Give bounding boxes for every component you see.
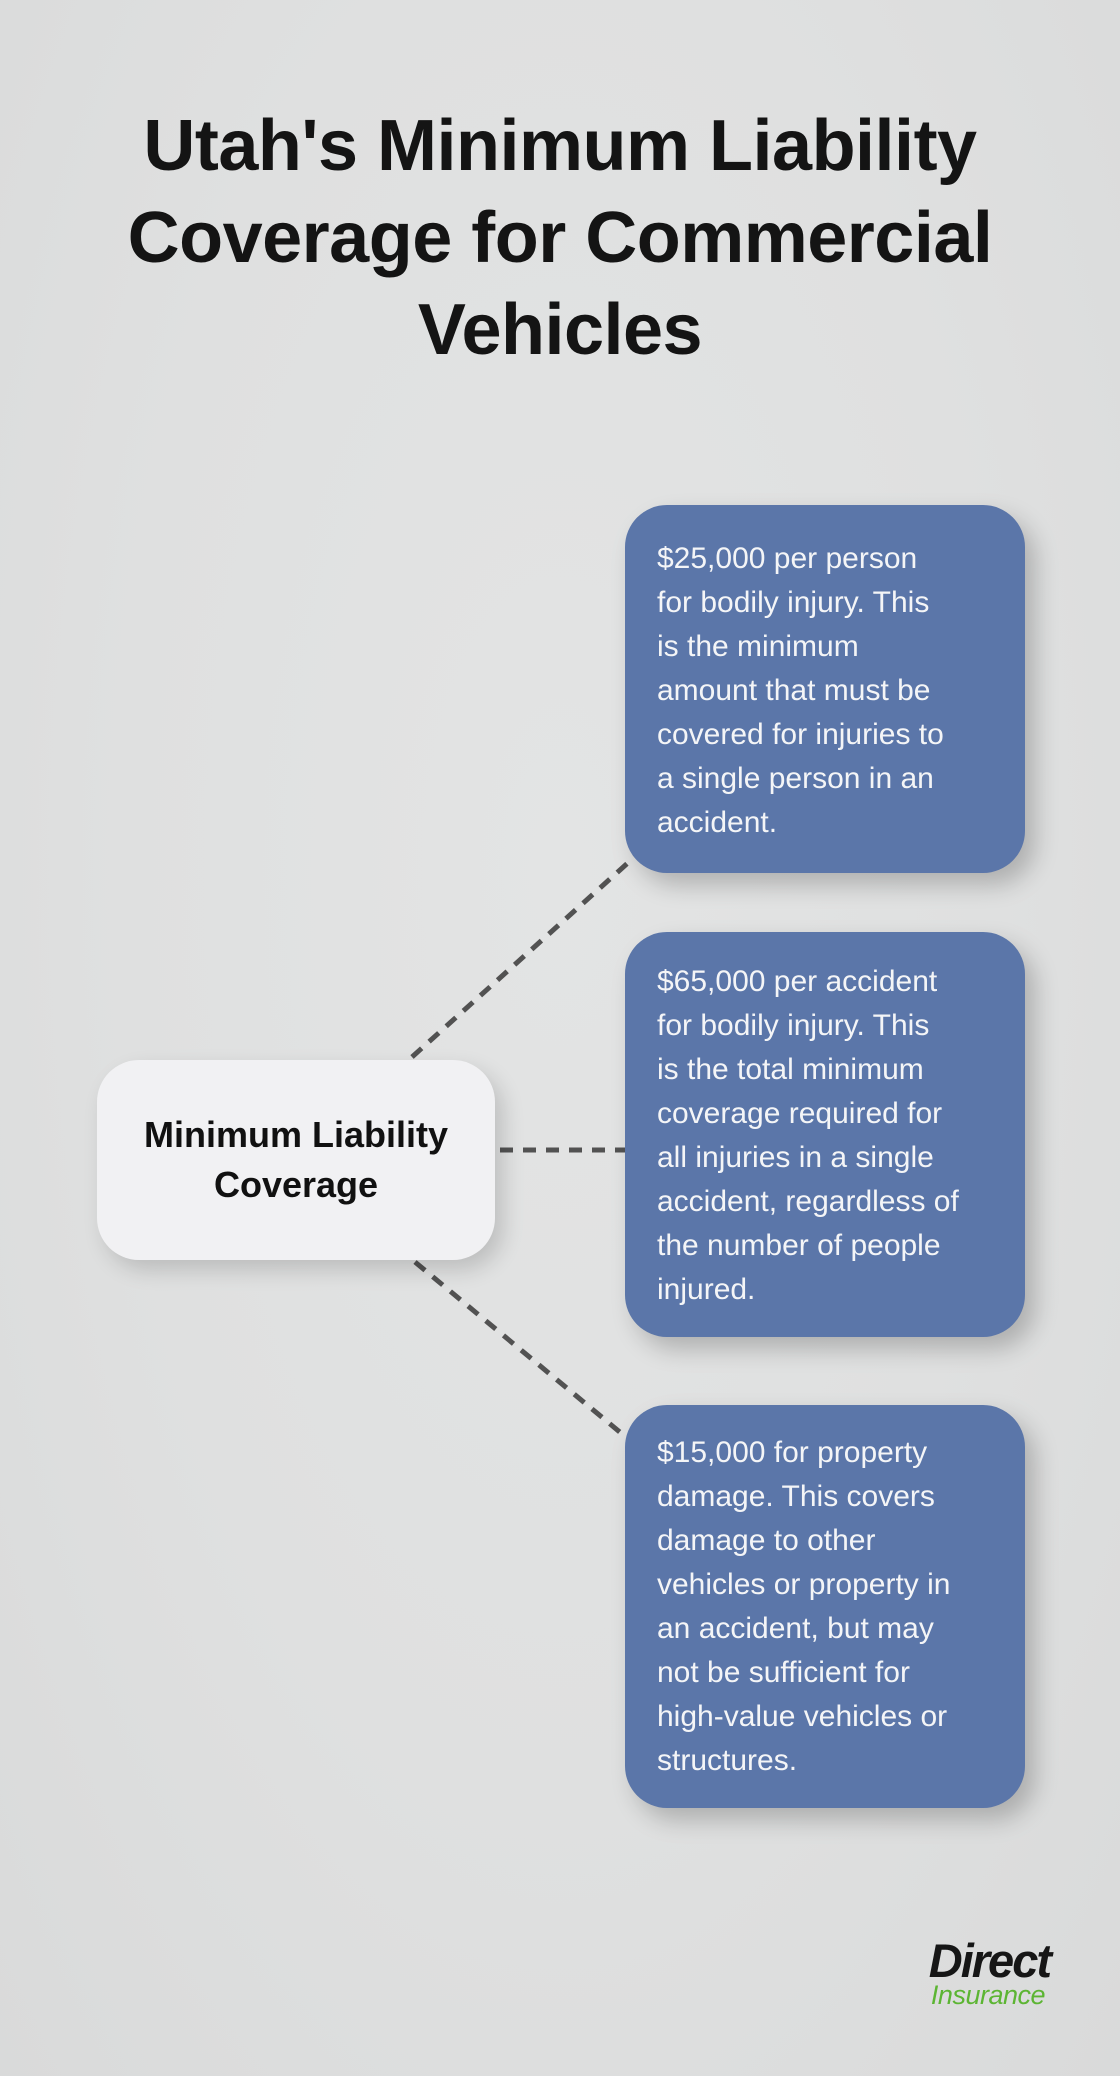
logo-subtitle: Insurance <box>930 1980 1045 2010</box>
logo-wordmark: Direct <box>928 1934 1050 1987</box>
branch-box-per-accident-text: $65,000 per accident for bodily injury. This is the total minimum coverage required for all injuries in a single accident, regardless of the number of people injured. <box>657 965 959 1306</box>
center-node <box>97 1060 495 1260</box>
connector-line-top <box>412 852 640 1057</box>
direct-insurance-logo <box>928 1934 1050 2010</box>
branch-box-per-person-text: $25,000 per person for bodily injury. This is the minimum amount that must be covered for injuries to a single person in an accident. <box>657 542 944 839</box>
page-title: Utah's Minimum Liability Coverage for Commercial Vehicles <box>127 106 993 370</box>
branch-box-property-damage-text: $15,000 for property damage. This covers damage to other vehicles or property in an accident, but may not be sufficient for high-value vehicles or structures. <box>657 1436 951 1777</box>
center-node-label: Minimum Liability Coverage <box>143 1114 448 1205</box>
branch-box-property-damage <box>625 1405 1025 1808</box>
connector-line-bottom <box>415 1262 633 1443</box>
branch-box-per-person <box>625 505 1025 873</box>
branch-box-per-accident <box>625 932 1025 1337</box>
